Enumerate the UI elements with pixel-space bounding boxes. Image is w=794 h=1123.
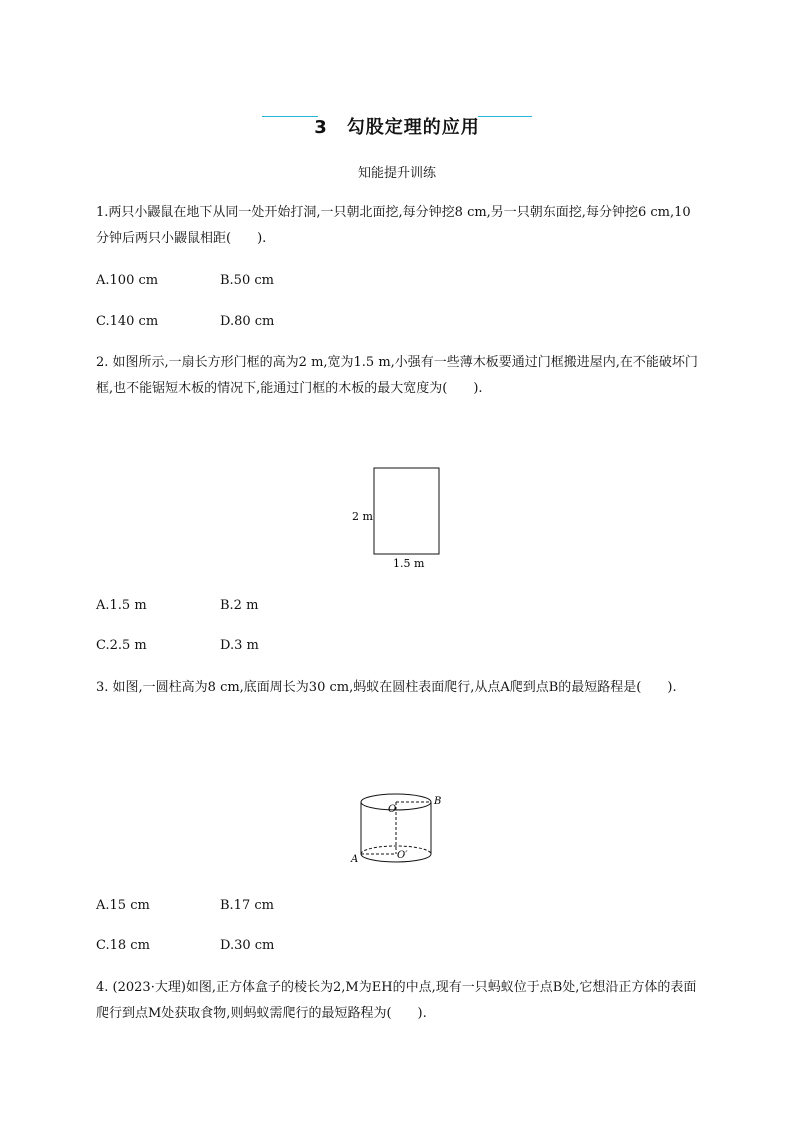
q3-option-c: C.18 cm — [96, 938, 150, 953]
q2-option-c: C.2.5 m — [96, 638, 147, 653]
cylinder-figure — [350, 788, 450, 872]
cylinder-bottom-front-arc — [361, 854, 431, 862]
q2-option-a: A.1.5 m — [96, 598, 147, 613]
question-3-text: 3. 如图,一圆柱高为8 cm,底面周长为30 cm,蚂蚁在圆柱表面爬行,从点A爬到点B的最短路程是( ). — [96, 680, 677, 695]
question-1-text: 1.两只小鼹鼠在地下从同一处开始打洞,一只朝北面挖,每分钟挖8 cm,另一只朝东面挖,每分钟挖6 cm,10 分钟后两只小鼹鼠相距( ). — [96, 205, 691, 246]
q1-option-a: A.100 cm — [96, 273, 159, 288]
point-o-top-label: O — [388, 804, 397, 815]
question-2-text: 2. 如图所示,一扇长方形门框的高为2 m,宽为1.5 m,小强有一些薄木板要通过门框搬进屋内,在不能破坏门框,也不能锯短木板的情况下,能通过门框的木板的最大宽度为( ). — [96, 355, 698, 396]
page-title: 3 勾股定理的应用 — [314, 117, 480, 138]
q1-option-d: D.80 cm — [220, 314, 275, 329]
q2-option-d: D.3 m — [220, 638, 259, 653]
door-frame-rect — [374, 468, 439, 554]
door-height-label: 2 m — [352, 510, 373, 523]
door-frame-figure — [348, 462, 468, 577]
q1-option-b: B.50 cm — [220, 273, 274, 288]
point-a-label: A — [351, 854, 359, 865]
q3-option-b: B.17 cm — [220, 898, 274, 913]
point-b-label: B — [434, 796, 442, 807]
section-subtitle: 知能提升训练 — [357, 166, 436, 181]
point-o-bottom-label: O′ — [397, 850, 408, 861]
door-width-label: 1.5 m — [393, 557, 425, 570]
q3-option-d: D.30 cm — [220, 938, 275, 953]
q2-option-b: B.2 m — [220, 598, 259, 613]
question-4-text: 4. (2023·大理)如图,正方体盒子的棱长为2,M为EH的中点,现有一只蚂蚁位于点B处,它想沿正方体的表面爬行到点M处获取食物,则蚂蚁需爬行的最短路程为( ). — [96, 980, 697, 1021]
q1-option-c: C.140 cm — [96, 314, 159, 329]
q3-option-a: A.15 cm — [96, 898, 150, 913]
